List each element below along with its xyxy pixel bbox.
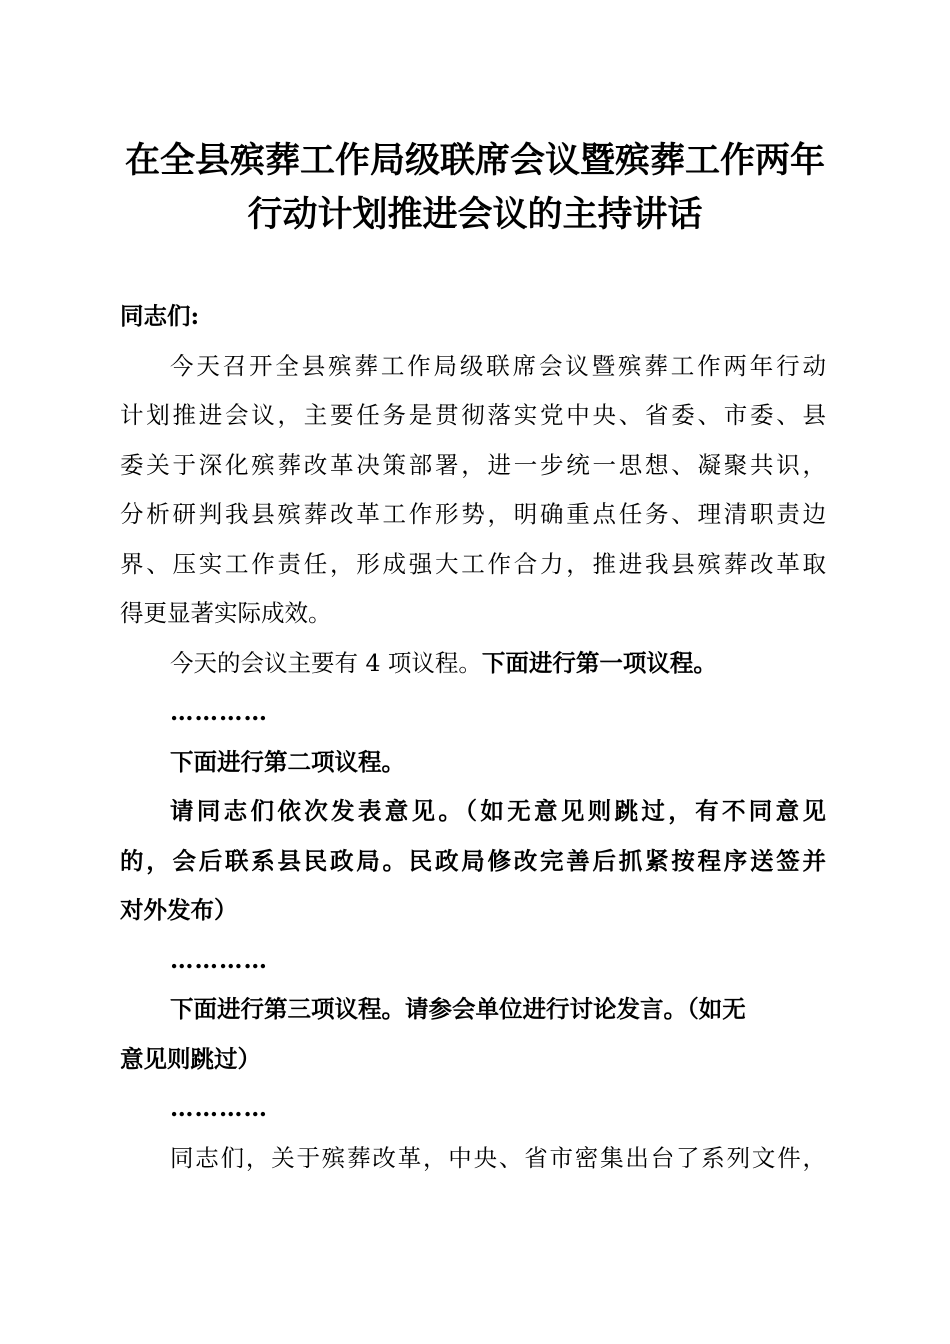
agenda-item-3: 下面进行第三项议程。	[170, 995, 405, 1023]
agenda-item-3-line-2: 意见则跳过）	[120, 1044, 261, 1073]
paragraph-2-line-3: 对外发布）	[120, 896, 238, 924]
document-title-line-2: 行动计划推进会议的主持讲话	[247, 195, 703, 235]
paragraph-2-line-2: 的，会后联系县民政局。民政局修改完善后抓紧按程序送签并	[120, 846, 826, 875]
paragraph-1-line-2: 计划推进会议，主要任务是贯彻落实党中央、省委、市委、县	[120, 401, 826, 429]
ellipsis-3: …………	[170, 1094, 268, 1122]
paragraph-1-line-4: 分析研判我县殡葬改革工作形势，明确重点任务、理清职责边	[120, 500, 826, 528]
salutation: 同志们:	[120, 302, 200, 330]
closing-paragraph-line-1: 同志们，关于殡葬改革，中央、省市密集出台了系列文件，	[170, 1143, 826, 1172]
paragraph-1-line-5: 界、压实工作责任，形成强大工作合力，推进我县殡葬改革取	[120, 549, 826, 578]
agenda-item-2: 下面进行第二项议程。	[170, 747, 405, 776]
paragraph-1-line-6: 得更显著实际成效。	[120, 599, 332, 627]
agenda-item-3-rest: 请参会单位进行讨论发言。（如无	[405, 995, 746, 1023]
document-title-line-1: 在全县殡葬工作局级联席会议暨殡葬工作两年	[124, 141, 825, 181]
paragraph-1-line-1: 今天召开全县殡葬工作局级联席会议暨殡葬工作两年行动	[170, 351, 826, 380]
paragraph-1-line-3: 委关于深化殡葬改革决策部署，进一步统一思想、凝聚共识，	[120, 450, 826, 479]
agenda-intro-line	[120, 639, 826, 689]
agenda-intro: 今天的会议主要有 4 项议程。	[170, 648, 482, 677]
agenda-item-1: 下面进行第一项议程。	[481, 648, 717, 677]
document-body	[120, 292, 826, 1183]
ellipsis-1: …………	[170, 698, 268, 726]
paragraph-2-line-1: 请同志们依次发表意见。（如无意见则跳过，有不同意见	[170, 797, 826, 825]
ellipsis-2: …………	[170, 945, 268, 974]
agenda-item-3-line	[120, 985, 826, 1035]
